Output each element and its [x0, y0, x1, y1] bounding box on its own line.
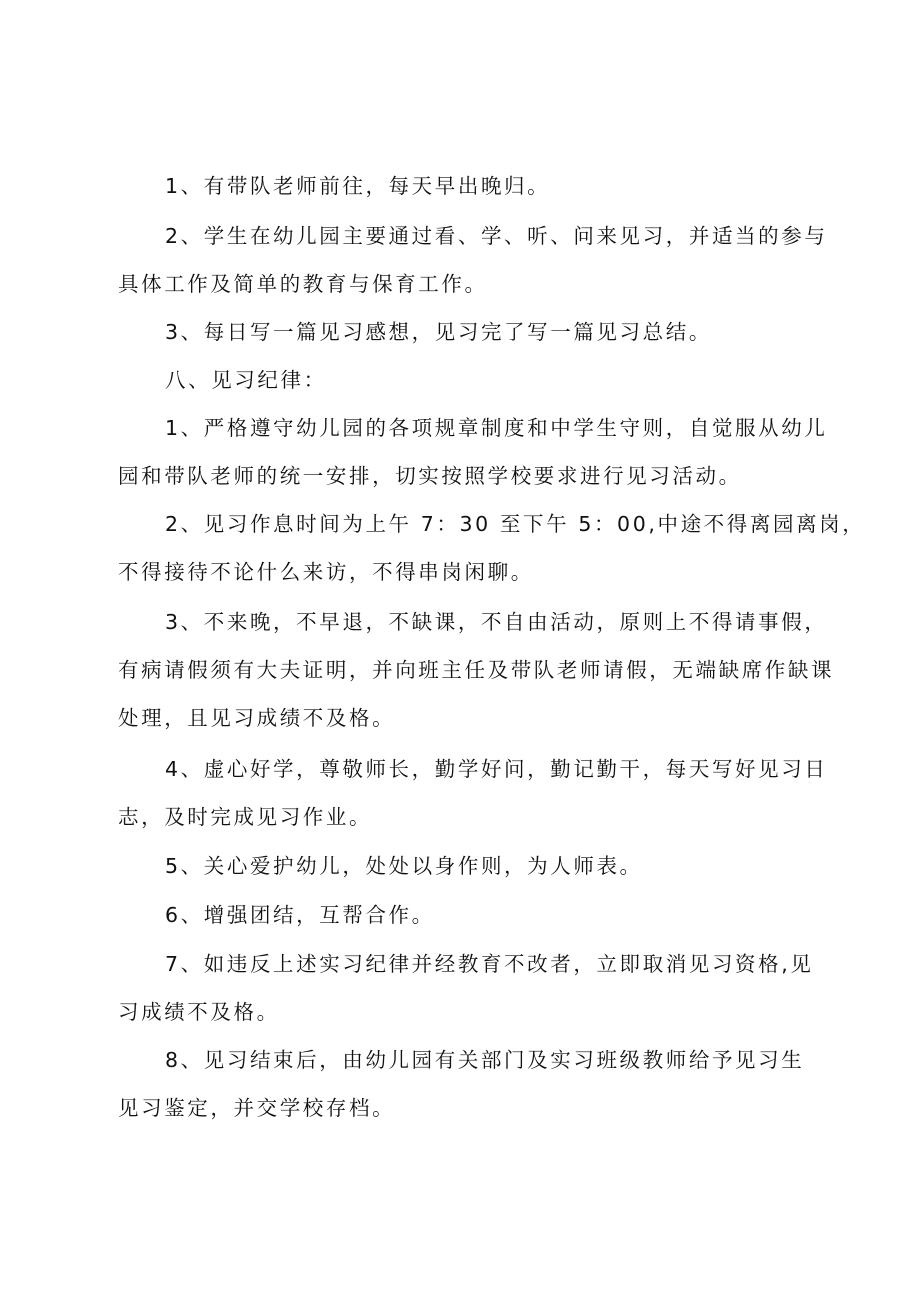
paragraph-line: 1、有带队老师前往，每天早出晚归。 [165, 174, 551, 198]
paragraph-2 [118, 212, 828, 308]
paragraph-line: 2、见习作息时间为上午 7：30 至下午 5：00,中途不得离园离岗， [165, 512, 866, 536]
paragraph-line: 有病请假须有大夫证明，并向班主任及带队老师请假，无端缺席作缺课 [118, 658, 835, 682]
paragraph-rule-6 [118, 891, 828, 939]
paragraph-line: 具体工作及简单的教育与保育工作。 [118, 272, 488, 296]
paragraph-line: 4、虚心好学，尊敬师长，勤学好问，勤记勤干，每天写好见习日 [165, 757, 828, 781]
paragraph-rule-7 [118, 940, 828, 1036]
section-heading [118, 356, 828, 404]
paragraph-line: 见习鉴定，并交学校存档。 [118, 1096, 396, 1120]
paragraph-line: 1、严格遵守幼儿园的各项规章制度和中学生守则，自觉服从幼儿 [165, 416, 828, 440]
paragraph-rule-2 [118, 500, 866, 596]
paragraph-line: 习成绩不及格。 [118, 1000, 280, 1024]
paragraph-rule-3 [118, 598, 835, 742]
paragraph-rule-1 [118, 404, 828, 500]
paragraph-line: 7、如违反上述实习纪律并经教育不改者，立即取消见习资格,见 [165, 952, 814, 976]
paragraph-line: 3、每日写一篇见习感想，见习完了写一篇见习总结。 [165, 320, 712, 344]
paragraph-line: 志，及时完成见习作业。 [118, 805, 373, 829]
paragraph-rule-4 [118, 745, 828, 841]
paragraph-line: 6、增强团结，互帮合作。 [165, 903, 435, 927]
paragraph-rule-8 [118, 1036, 828, 1132]
paragraph-line: 不得接待不论什么来访，不得串岗闲聊。 [118, 560, 534, 584]
paragraph-1 [118, 162, 828, 210]
paragraph-line: 园和带队老师的统一安排，切实按照学校要求进行见习活动。 [118, 464, 742, 488]
paragraph-line: 3、不来晚，不早退，不缺课，不自由活动，原则上不得请事假， [165, 610, 828, 634]
paragraph-line: 处理，且见习成绩不及格。 [118, 706, 396, 730]
paragraph-line: 5、关心爱护幼儿，处处以身作则，为人师表。 [165, 854, 643, 878]
paragraph-line: 8、见习结束后，由幼儿园有关部门及实习班级教师给予见习生 [165, 1048, 805, 1072]
paragraph-rule-5 [118, 842, 828, 890]
paragraph-line: 八、见习纪律： [165, 368, 327, 392]
paragraph-line: 2、学生在幼儿园主要通过看、学、听、问来见习，并适当的参与 [165, 224, 828, 248]
paragraph-3 [118, 308, 828, 356]
